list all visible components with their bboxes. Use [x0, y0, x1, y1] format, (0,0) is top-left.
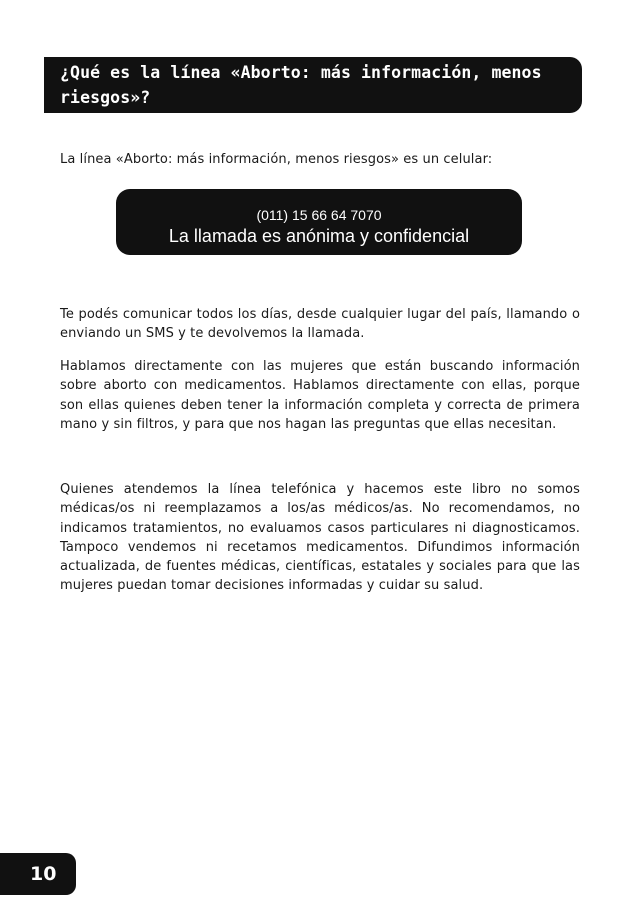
section-title: ¿Qué es la línea «Aborto: más información, menos riesgos»?	[60, 63, 542, 107]
phone-caption: La llamada es anónima y confidencial	[168, 226, 470, 246]
intro-text: La línea «Aborto: más información, menos riesgos» es un celular:	[60, 152, 493, 167]
phone-number: (011) 15 66 64 7070	[256, 207, 382, 223]
body-paragraph-3: Quienes atendemos la línea telefónica y hacemos este libro no somos médicas/os ni reemplazamos a los/as médicos/as. No recomendamos, no indicamos tratamientos, no evaluamos casos particulares ni diagnosticamos. Tampoco vendemos ni recetamos medicamentos. Difundimos información actualizada, de fuentes médicas, científicas, estatales y sociales para que las mujeres puedan tomar decisiones informadas y cuidar su salud.	[60, 482, 580, 594]
phone-contact-box	[116, 189, 522, 255]
body-paragraph-1: Te podés comunicar todos los días, desde cualquier lugar del país, llamando o enviando un SMS y te devolvemos la llamada.	[60, 307, 580, 342]
body-paragraph-2: Hablamos directamente con las mujeres que están buscando información sobre aborto con medicamentos. Hablamos directamente con ellas, porque son ellas quienes deben tener la información completa y correcta de primera mano y sin filtros, y para que nos hagan las preguntas que ellas necesitan.	[60, 359, 580, 432]
page-number: 10	[30, 863, 57, 885]
